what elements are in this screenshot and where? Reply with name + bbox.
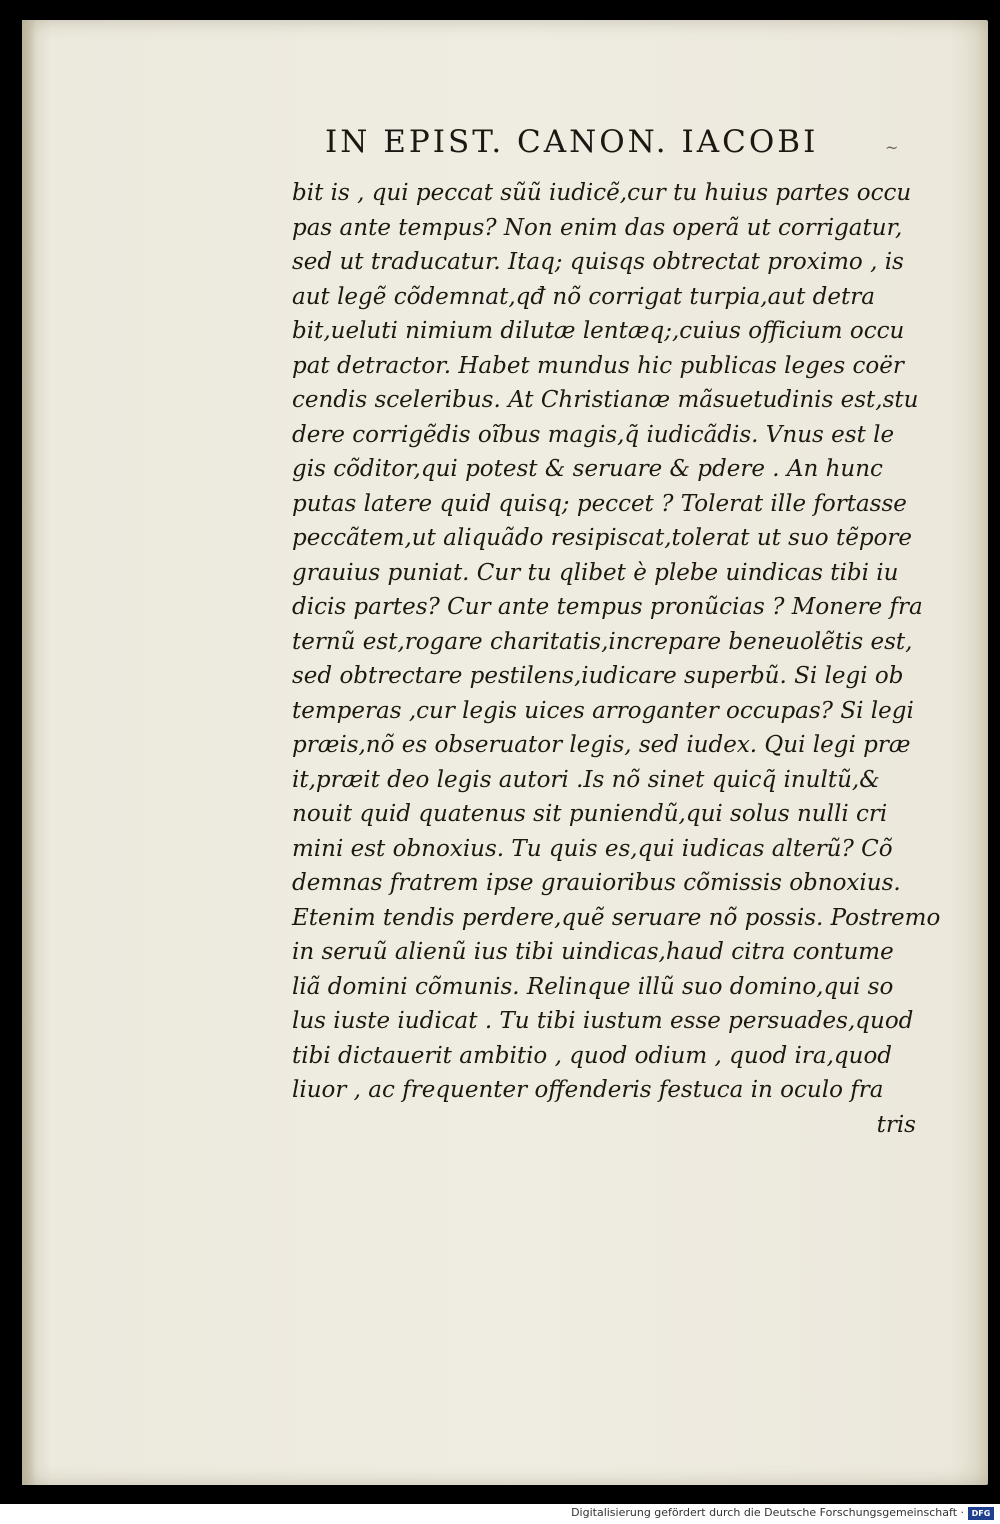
text-line: lus iuste iudicat . Tu tibi iustum esse persuades,quod [292, 1008, 914, 1034]
text-line: mini est obnoxius. Tu quis es,qui iudicas alterũ? Cõ [292, 835, 893, 862]
text-line: sed ut traducatur. Itaq; quisqs obtrectat proximo , is [292, 249, 904, 275]
text-line: nouit quid quatenus sit puniendũ,qui solus nulli cri [292, 801, 888, 827]
running-head: IN EPIST. CANON. IACOBI [325, 124, 819, 160]
footer-bar [0, 1504, 1000, 1524]
text-line: pat detractor. Habet mundus hic publicas leges coër [292, 352, 904, 379]
text-line: grauius puniat. Cur tu qlibet è plebe uindicas tibi iu [292, 559, 899, 586]
text-block [292, 176, 941, 1142]
text-line: peccãtem,ut aliquãdo resipiscat,tolerat ut suo tẽpore [292, 525, 912, 551]
text-line: demnas fratrem ipse grauioribus cõmissis obnoxius. [292, 870, 901, 896]
text-line: Etenim tendis perdere,quẽ seruare nõ possis. Postremo [292, 904, 941, 931]
text-line: gis cõditor,qui potest & seruare & pdere . An hunc [292, 456, 883, 482]
catchword: tris [876, 1111, 916, 1138]
text-line: putas latere quid quisq; peccet ? Tolerat ille fortasse [292, 490, 907, 517]
text-line: temperas ,cur legis uices arroganter occupas? Si legi [292, 697, 914, 724]
text-line: præis,nõ es obseruator legis, sed iudex. Qui legi præ [292, 732, 911, 758]
text-line: pas ante tempus? Non enim das operã ut corrigatur, [292, 214, 903, 241]
text-line: dere corrigẽdis oĩbus magis,q̃ iudicãdis. Vnus est le [292, 421, 895, 448]
text-line: aut legẽ cõdemnat,qđ nõ corrigat turpia,aut detra [292, 283, 875, 310]
text-line: it,præit deo legis autori .Is nõ sinet quicq̃ inultũ,& [292, 766, 880, 793]
text-line: bit is , qui peccat sũũ iudicẽ,cur tu huius partes occu [292, 180, 912, 206]
text-line: ternũ est,rogare charitatis,increpare beneuolẽtis est, [292, 628, 913, 655]
dfg-logo: DFG [968, 1507, 994, 1520]
head-mark: ~ [885, 138, 899, 157]
text-line: in seruũ alienũ ius tibi uindicas,haud citra contume [292, 939, 894, 965]
text-line: dicis partes? Cur ante tempus pronũcias ? Monere fra [292, 594, 923, 620]
funding-credit: Digitalisierung gefördert durch die Deutsche Forschungsgemeinschaft · [571, 1506, 964, 1519]
text-line: tibi dictauerit ambitio , quod odium , quod ira,quod [292, 1042, 893, 1069]
text-line: liuor , ac frequenter offenderis festuca in oculo fra [292, 1077, 884, 1103]
text-line: liã domini cõmunis. Relinque illũ suo domino,qui so [292, 973, 894, 1000]
text-line: sed obtrectare pestilens,iudicare superbũ. Si legi ob [292, 663, 904, 689]
text-line: bit,ueluti nimium dilutæ lentæq;,cuius officium occu [292, 318, 905, 344]
text-line: cendis sceleribus. At Christianæ mãsuetudinis est,stu [292, 387, 919, 413]
page-gutter-shadow [22, 20, 36, 1485]
